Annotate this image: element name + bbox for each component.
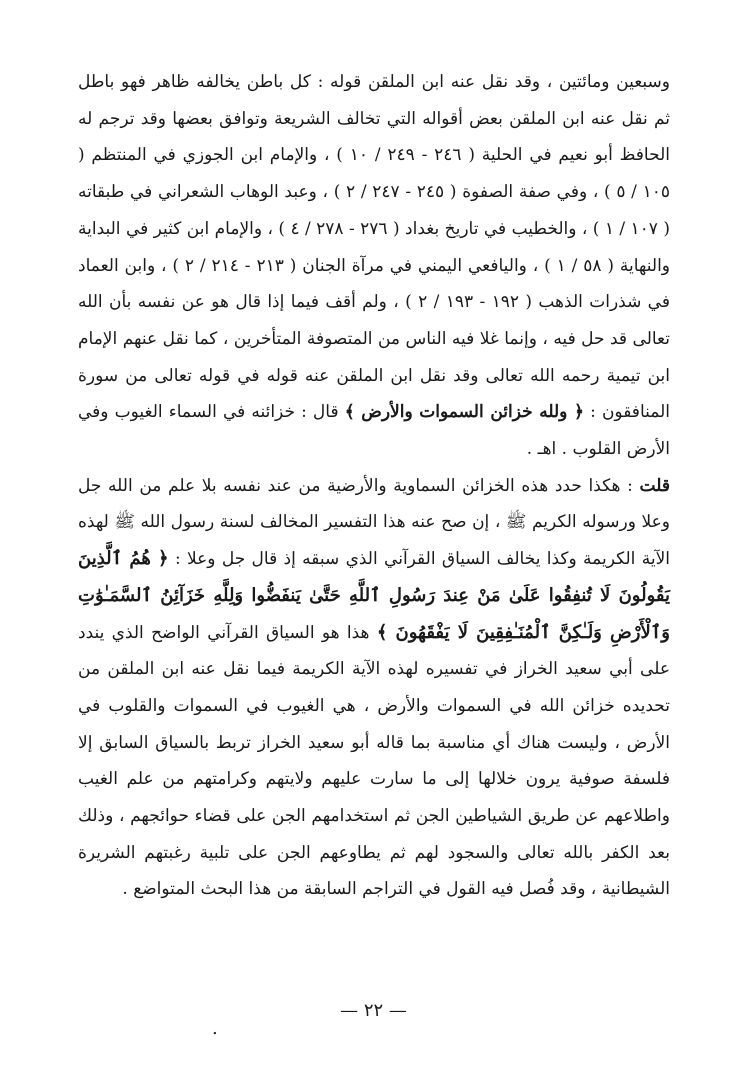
paragraph-1 xyxy=(78,64,670,468)
text-run: قال : خزائنه في السماء الغيوب وفي الأرض القلوب . اهـ . xyxy=(78,402,670,460)
quran-quote: ﴿ ولله خزائن السموات والأرض ﴾ xyxy=(344,402,584,423)
quran-verse: ﴿ هُمُ ٱلَّذِينَ يَقُولُونَ لَا تُنفِقُوا عَلَىٰ مَنْ عِندَ رَسُولِ ٱللَّهِ حَتَّىٰ يَنفَضُّوا وَلِلَّهِ خَزَآئِنُ ٱلسَّمَـٰوَٰتِ وَٱلْأَرْضِ وَلَـٰكِنَّ ٱلْمُنَـٰفِقِينَ لَا يَفْقَهُونَ ﴾ xyxy=(78,548,670,643)
footer-mark: . xyxy=(212,1018,218,1039)
text-run: هذا هو السياق القرآني الواضح الذي يندد على أبي سعيد الخراز في تفسيره لهذه الآية الكريمة فيما نقل عنه ابن الملقن من تحديده خزائن الله في السموات والأرض ، هي الغيوب في السموات والقلوب في الأرض ، وليست هناك أي مناسبة بما قاله أبو سعيد الخراز تربط بالسياق السابق إلا فلسفة صوفية يرون خلالها إلى ما سارت عليهم ولايتهم وكرامتهم من علم الغيب واطلاعهم عن طريق الشياطين الجن ثم استخدامهم الجن على قضاء حوائجهم ، وذلك بعد الكفر بالله تعالى والسجود لهم ثم يطاوعهم الجن على تلبية رغبتهم الشريرة الشيطانية ، وقد فُصل فيه القول في التراجم السابقة من هذا البحث المتواضع . xyxy=(78,622,670,900)
page-number: — ٢٢ — xyxy=(340,1000,407,1021)
text-run: وسبعين ومائتين ، وقد نقل عنه ابن الملقن قوله : كل باطن يخالفه ظاهر فهو باطل ثم نقل عنه ابن الملقن بعض أقواله التي تخالف الشريعة وتوافق بعضها وقد ترجم له الحافظ أبو نعيم في الحلية ( ٢٤٦ - ٢٤٩ / ١٠ ) ، والإمام ابن الجوزي في المنتظم ( ١٠٥ / ٥ ) ، وفي صفة الصفوة ( ٢٤٥ - ٢٤٧ / ٢ ) ، وعبد الوهاب الشعراني في طبقاته ( ١٠٧ / ١ ) ، والخطيب في تاريخ بغداد ( ٢٧٦ - ٢٧٨ / ٤ ) ، والإمام ابن كثير في البداية والنهاية ( ٥٨ / ١ ) ، واليافعي اليمني في مرآة الجنان ( ٢١٣ - ٢١٤ / ٢ ) ، وابن العماد في شذرات الذهب ( ١٩٢ - ١٩٣ / ٢ ) ، ولم أقف فيما إذا قال هو عن نفسه بأن الله تعالى قد حل فيه ، وإنما غلا فيه الناس من المتصوفة المتأخرين ، كما نقل عنهم الإمام ابن تيمية رحمه الله تعالى وقد نقل ابن الملقن عنه قوله في قوله تعالى من سورة المنافقون : xyxy=(78,72,670,423)
body-text xyxy=(78,64,670,908)
paragraph-2 xyxy=(78,468,670,908)
qultu-heading: قلت xyxy=(639,475,670,496)
text-run: : هكذا حدد هذه الخزائن السماوية والأرضية من عند نفسه بلا علم من الله جل وعلا ورسوله الكريم ﷺ ، إن صح عنه هذا التفسير المخالف لسنة رسول الله ﷺ لهذه الآية الكريمة وكذا يخالف السياق القرآني الذي سبقه إذ قال جل وعلا : xyxy=(78,475,670,570)
